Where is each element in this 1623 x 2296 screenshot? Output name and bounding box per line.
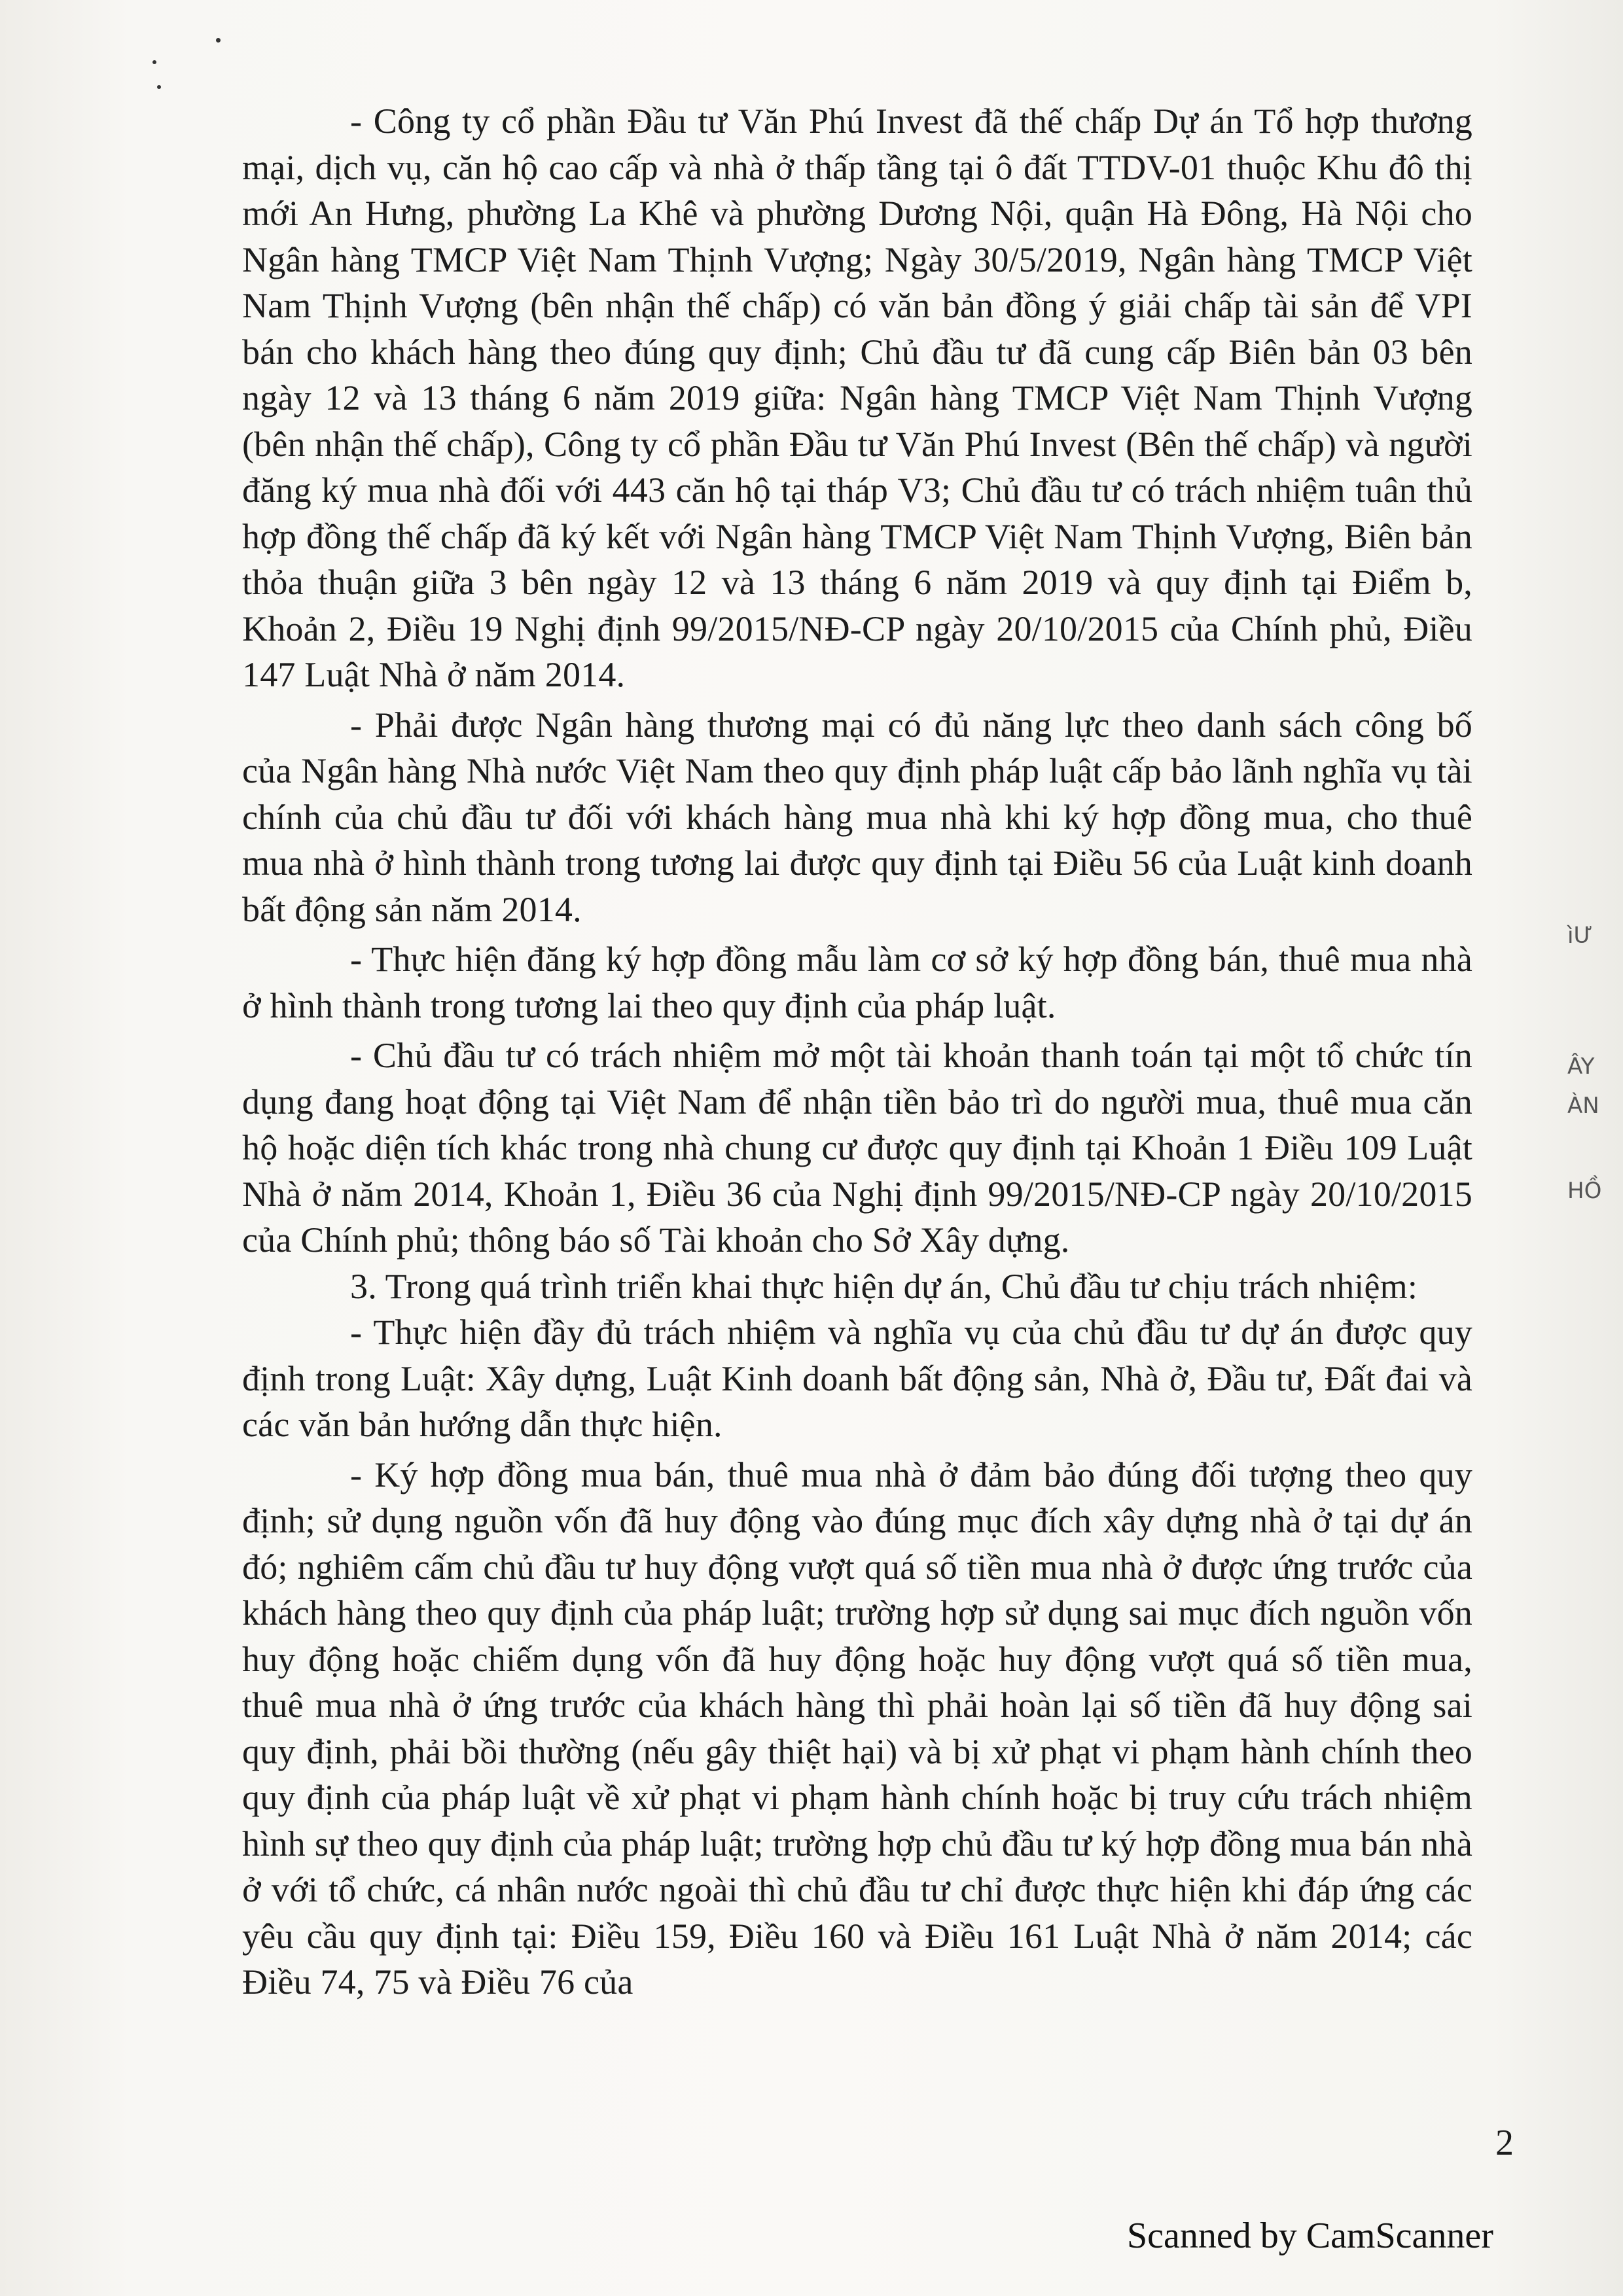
page-number: 2 xyxy=(1495,2123,1514,2163)
paragraph-contract-registration: - Thực hiện đăng ký hợp đồng mẫu làm cơ sở ký hợp đồng bán, thuê mua nhà ở hình thành trong tương lai theo quy định của pháp luật. xyxy=(242,940,1472,1025)
margin-mark: ÂY xyxy=(1567,1053,1595,1080)
scanner-watermark: Scanned by CamScanner xyxy=(1127,2216,1493,2256)
paragraph-investor-duties: - Thực hiện đầy đủ trách nhiệm và nghĩa vụ của chủ đầu tư dự án được quy định trong Luật: Xây dựng, Luật Kinh doanh bất động sản, Nhà ở, Đầu tư, Đất đai và các văn bản hướng dẫn thực hiện. xyxy=(242,1313,1472,1444)
margin-mark: HỒ xyxy=(1567,1178,1602,1204)
margin-mark: ìƯ xyxy=(1567,923,1593,949)
scan-speck xyxy=(216,38,221,43)
document-body xyxy=(242,98,1472,2005)
paragraph-maintenance-account: - Chủ đầu tư có trách nhiệm mở một tài khoản thanh toán tại một tổ chức tín dụng đang hoạt động tại Việt Nam để nhận tiền bảo trì do người mua, thuê mua căn hộ hoặc diện tích khác trong nhà chung cư được quy định tại Khoản 1 Điều 109 Luật Nhà ở năm 2014, Khoản 1, Điều 36 của Nghị định 99/2015/NĐ-CP ngày 20/10/2015 của Chính phủ; thông báo số Tài khoản cho Sở Xây dựng. xyxy=(242,1036,1472,1260)
margin-stamp-marks xyxy=(1567,923,1613,1224)
paragraph-mortgage: - Công ty cổ phần Đầu tư Văn Phú Invest đã thế chấp Dự án Tổ hợp thương mại, dịch vụ, căn hộ cao cấp và nhà ở thấp tầng tại ô đất TTDV-01 thuộc Khu đô thị mới An Hưng, phường La Khê và phường Dương Nội, quận Hà Đông, Hà Nội cho Ngân hàng TMCP Việt Nam Thịnh Vượng; Ngày 30/5/2019, Ngân hàng TMCP Việt Nam Thịnh Vượng (bên nhận thế chấp) có văn bản đồng ý giải chấp tài sản để VPI bán cho khách hàng theo đúng quy định; Chủ đầu tư đã cung cấp Biên bản 03 bên ngày 12 và 13 tháng 6 năm 2019 giữa: Ngân hàng TMCP Việt Nam Thịnh Vượng (bên nhận thế chấp), Công ty cổ phần Đầu tư Văn Phú Invest (Bên thế chấp) và người đăng ký mua nhà đối với 443 căn hộ tại tháp V3; Chủ đầu tư có trách nhiệm tuân thủ hợp đồng thế chấp đã ký kết với Ngân hàng TMCP Việt Nam Thịnh Vượng, Biên bản thỏa thuận giữa 3 bên ngày 12 và 13 tháng 6 năm 2019 và quy định tại Điểm b, Khoản 2, Điều 19 Nghị định 99/2015/NĐ-CP ngày 20/10/2015 của Chính phủ, Điều 147 Luật Nhà ở năm 2014. xyxy=(242,101,1472,694)
section-3-heading: 3. Trong quá trình triển khai thực hiện dự án, Chủ đầu tư chịu trách nhiệm: xyxy=(350,1266,1418,1306)
margin-mark: ÀN xyxy=(1567,1093,1599,1119)
paragraph-bank-guarantee: - Phải được Ngân hàng thương mại có đủ năng lực theo danh sách công bố của Ngân hàng Nhà nước Việt Nam theo quy định pháp luật cấp bảo lãnh nghĩa vụ tài chính của chủ đầu tư đối với khách hàng mua nhà khi ký hợp đồng mua, cho thuê mua nhà ở hình thành trong tương lai được quy định tại Điều 56 của Luật kinh doanh bất động sản năm 2014. xyxy=(242,705,1472,929)
scan-speck xyxy=(157,85,161,89)
scan-speck xyxy=(152,60,156,64)
paragraph-sale-contracts: - Ký hợp đồng mua bán, thuê mua nhà ở đảm bảo đúng đối tượng theo quy định; sử dụng nguồn vốn đã huy động vào đúng mục đích xây dựng nhà ở tại dự án đó; nghiêm cấm chủ đầu tư huy động vượt quá số tiền mua nhà ở được ứng trước của khách hàng theo quy định của pháp luật; trường hợp sử dụng sai mục đích nguồn vốn huy động hoặc chiếm dụng vốn đã huy động hoặc huy động vượt quá số tiền mua, thuê mua nhà ở ứng trước của khách hàng thì phải hoàn lại số tiền đã huy động sai quy định, phải bồi thường (nếu gây thiệt hại) và bị xử phạt vi phạm hành chính theo quy định của pháp luật về xử phạt vi phạm hành chính hoặc bị truy cứu trách nhiệm hình sự theo quy định của pháp luật; trường hợp chủ đầu tư ký hợp đồng mua bán nhà ở với tổ chức, cá nhân nước ngoài thì chủ đầu tư chỉ được thực hiện khi đáp ứng các yêu cầu quy định tại: Điều 159, Điều 160 và Điều 161 Luật Nhà ở năm 2014; các Điều 74, 75 và Điều 76 của xyxy=(242,1455,1472,2002)
